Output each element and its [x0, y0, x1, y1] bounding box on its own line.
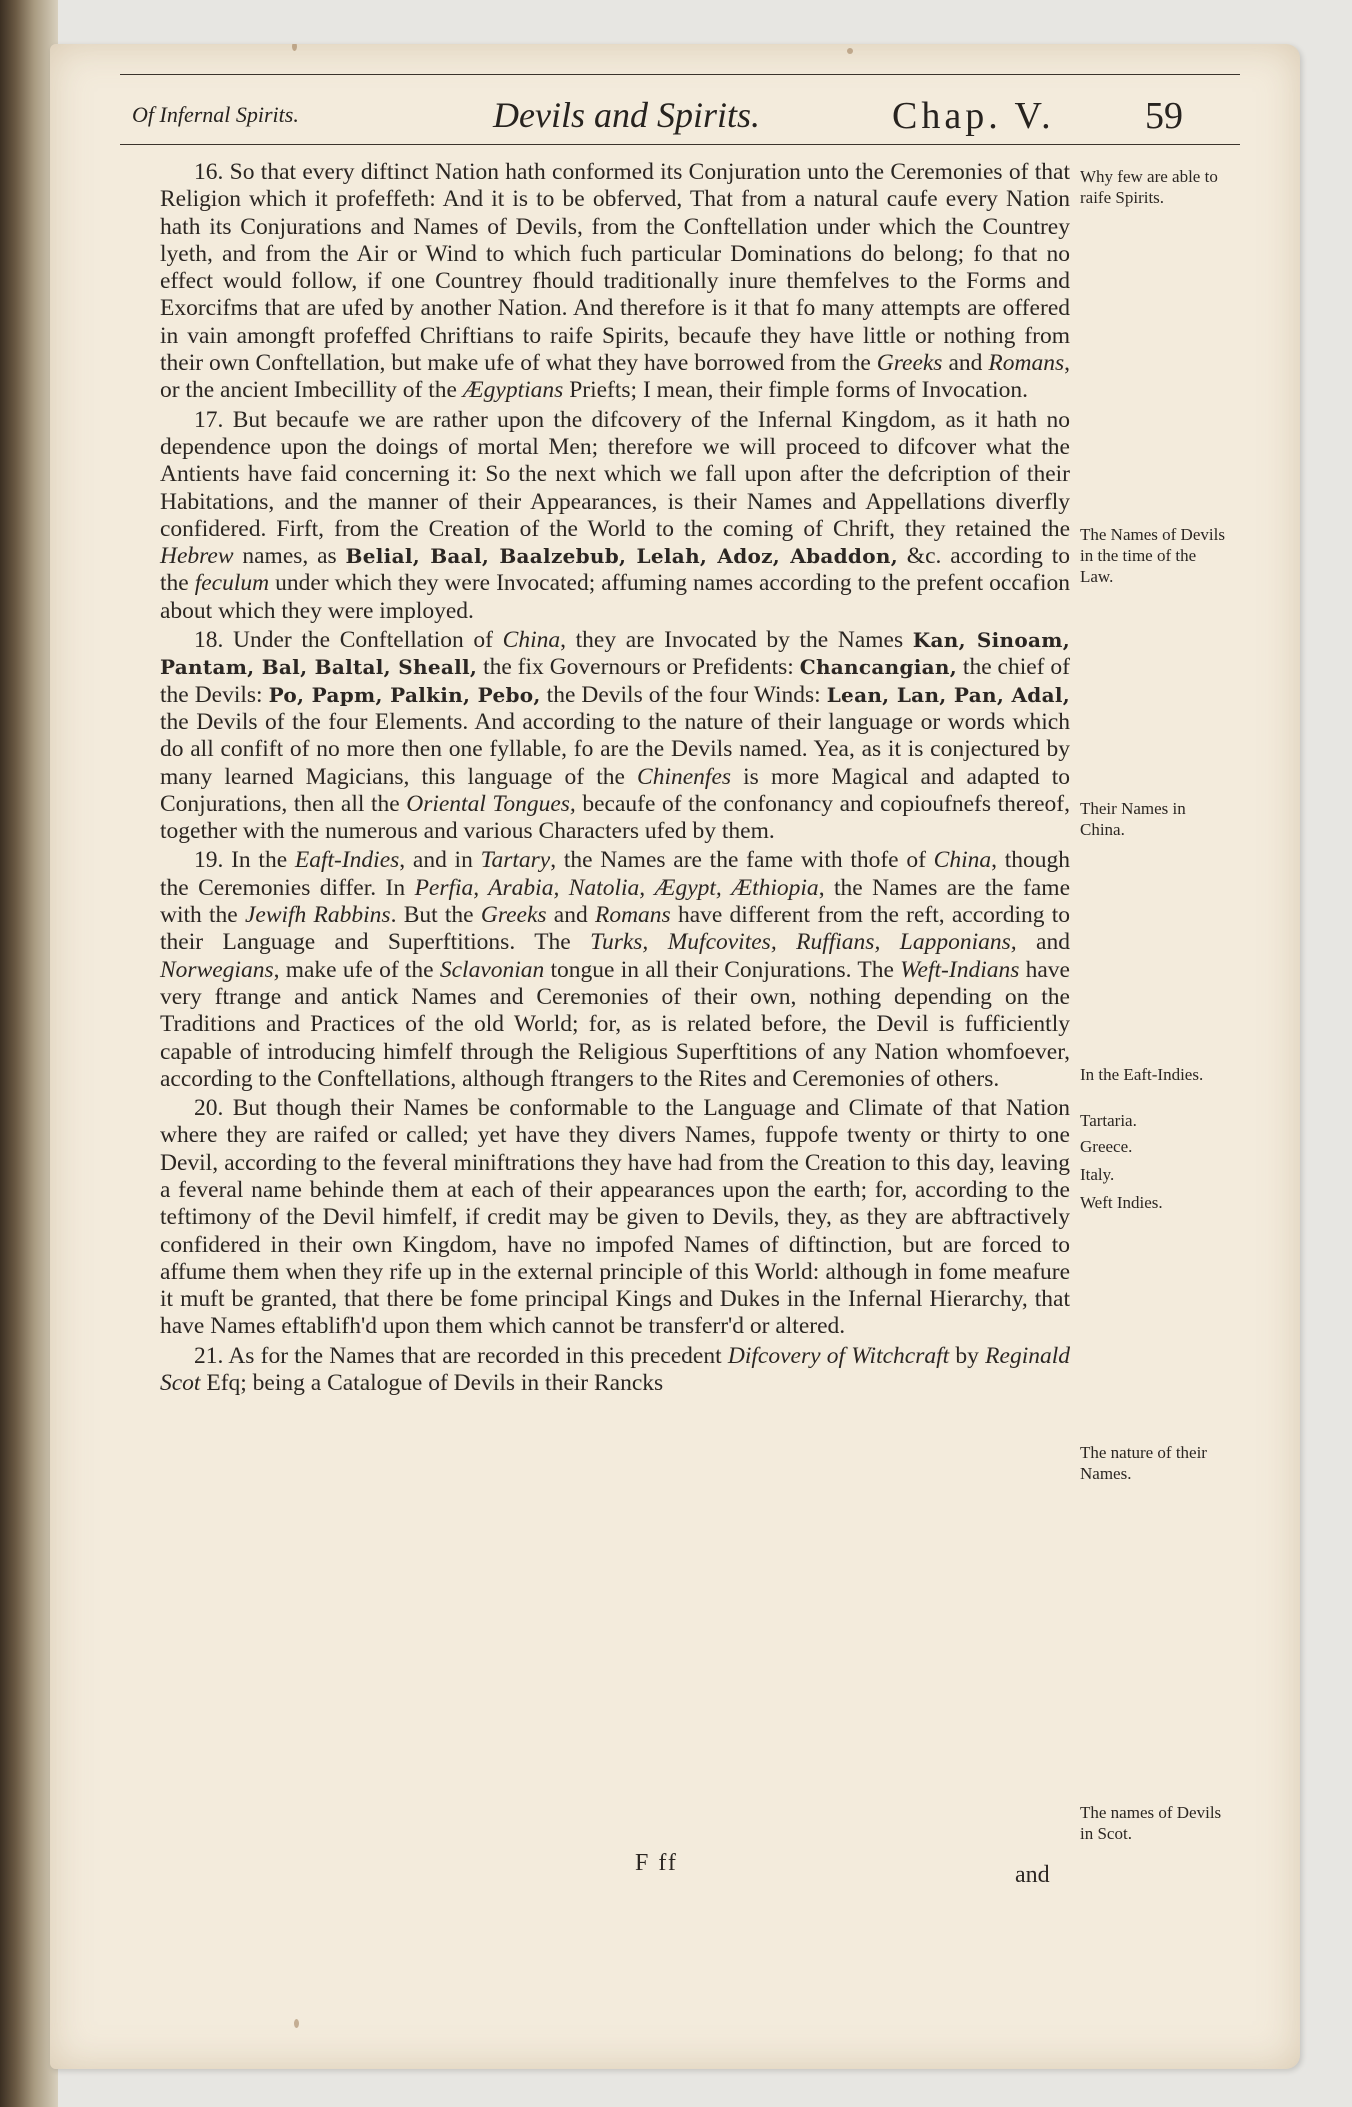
paper-stain [292, 44, 297, 51]
text-run: becaufe of the confonancy and copioufnefs thereof, together with the numerous and various Characters ufed by them. [160, 790, 1071, 845]
text-run: by [949, 1342, 986, 1369]
top-rule [120, 74, 1240, 75]
text-run: the chief of the Devils: [160, 654, 1070, 708]
blackletter-devil-names: Kan, Sinoam, Pantam, Bal, Baltal, Sheall, [160, 628, 1070, 680]
italic-text: Chinenfes [637, 763, 732, 790]
margin-note-names-in-scot: The names of Devils in Scot. [1080, 1803, 1222, 1843]
margin-note-italy: Italy. [1080, 1165, 1115, 1184]
chapter-number: Chap. V. [892, 95, 1055, 137]
text-run: , the Names are the fame with thofe of [550, 847, 934, 874]
italic-text: China [502, 627, 561, 654]
margin-note-nature-of-names: The nature of their Names. [1080, 1443, 1207, 1483]
margin-note-greece: Greece. [1080, 1137, 1133, 1156]
italic-text: Turks, Mufcovites, Ruffians, Lapponians, [590, 929, 1017, 956]
margin-note-west-indies: Weft Indies. [1080, 1193, 1163, 1212]
italic-text: feculum [194, 570, 270, 597]
italic-text: Tartary [480, 847, 551, 874]
text-run: is more Magical and adapted to Conjurations, then all the [160, 763, 1070, 817]
text-run: , though the Ceremonies differ. In [160, 847, 1071, 901]
body-text [160, 159, 1070, 1399]
running-head-title: Devils and Spirits. [493, 95, 760, 135]
italic-text: Hebrew [160, 543, 234, 570]
text-run: and [1016, 929, 1070, 956]
text-run: &c. according to the [160, 543, 1070, 597]
paragraph-20 [160, 1095, 1070, 1341]
signature-mark: F ff [635, 1850, 678, 1876]
italic-text: Ægyptians [462, 377, 564, 404]
text-run: the fix Governours or Prefidents: [477, 654, 800, 681]
text-run: 21. As for the Names that are recorded in this precedent [194, 1342, 728, 1369]
margin-note-names-in-china: Their Names in China. [1080, 799, 1186, 839]
text-run: . But the [390, 902, 481, 929]
paragraph-21 [160, 1343, 1070, 1398]
text-run: , or the ancient Imbecillity of the [160, 350, 1070, 404]
italic-text: Romans [988, 350, 1065, 377]
text-run: names, as [233, 543, 346, 570]
text-run: the Devils of the four Winds: [540, 681, 827, 708]
text-run: have very ftrange and antick Names and Ceremonies of their own, nothing depending on the Traditions and Practices of the old World; for, as is related before, the Devil is fufficiently capable of introducing himfelf through the Religious Superftitions of any Nation whomfoever, according to the Conftellations, although ftrangers to the Rites and Ceremonies of others. [160, 956, 1070, 1092]
italic-text: Perfia, Arabia, Natolia, Ægypt, Æthiopia [414, 874, 819, 901]
italic-text: Greeks [876, 350, 943, 377]
page-number: 59 [1145, 95, 1183, 137]
paper-stain [847, 48, 853, 54]
paragraph-16 [160, 159, 1070, 405]
catchword: and [1015, 1862, 1050, 1888]
text-run: 20. But though their Names be conformable to the Language and Climate of that Nation where they are raifed or called; yet have they divers Names, fuppofe twenty or thirty to one Devil, according to the feveral miniftrations they have had from the Creation to this day, leaving a feveral name behinde them at each of their appearances upon the earth; for, according to the teftimony of the Devil himfelf, if credit may be given to Devils, they, as they are abftractively confidered in their own Kingdom, have no impofed Names of diftinction, but are forced to affume them when they rife up in the external principle of this World: although in fome meafure it muft be granted, that there be fome principal Kings and Dukes in the Infernal Hierarchy, that have Names eftablifh'd upon them which cannot be transferr'd or altered. [160, 1095, 1070, 1340]
italic-text: Romans [594, 902, 671, 929]
margin-note-names-time-of-law: The Names of Devils in the time of the Law. [1080, 525, 1225, 586]
running-head-left: Of Infernal Spirits. [132, 102, 299, 127]
text-run: , and in [399, 847, 481, 874]
text-run: Priefts; I mean, their fimple forms of Invocation. [563, 377, 1028, 404]
margin-note-east-indies: In the Eaft-Indies. [1080, 1065, 1204, 1084]
italic-text: China [933, 847, 992, 874]
book-page [50, 44, 1300, 2069]
margin-note-few-raise-spirits: Why few are able to raife Spirits. [1080, 167, 1218, 207]
text-run: 16. So that every diftinct Nation hath conformed its Conjuration unto the Ceremonies of that Religion which it profeffeth: And it is to be obferved, That from a natural caufe every Nation hath its Conjurations and Names of Devils, from the Conftellation under which the Countrey lyeth, and from the Air or Wind to which fuch particular Dominations do belong; fo that no effect would follow, if one Countrey fhould traditionally inure themfelves to the Forms and Exorcifms that are ufed by another Nation. And therefore is it that fo many attempts are offered in vain amongft profeffed Chriftians to raife Spirits, becaufe they have little or nothing from their own Conftellation, but make ufe of what they have borrowed from the [160, 159, 1070, 377]
text-run: and [546, 902, 595, 929]
text-run: , make ufe of the [273, 956, 440, 983]
blackletter-devil-names: Po, Papm, Palkin, Pebo, [268, 682, 541, 707]
italic-text: Sclavonian [439, 956, 545, 983]
text-run: , the Names are the fame with the [160, 874, 1070, 929]
italic-text: Eaft-Indies [294, 847, 400, 874]
italic-text: Oriental Tongues, [406, 790, 576, 817]
italic-text: Jewifh Rabbins [244, 902, 391, 929]
text-run: , they are Invocated by the Names [560, 627, 913, 654]
text-run: 17. But becaufe we are rather upon the difcovery of the Infernal Kingdom, as it hath no dependence upon the doings of mortal Men; therefore we will proceed to difcover what the Antients have faid concerning it: So the next which we fall upon after the defcription of their Habitations, and the manner of their Appearances, is their Names and Appellations diverfly confidered. Firft, from the Creation of the World to the coming of Chrift, they retained the [160, 406, 1070, 542]
text-run: have different from the reft, according to their Language and Superftitions. The [160, 902, 1071, 956]
blackletter-devil-names: Lean, Lan, Pan, Adal, [826, 682, 1071, 707]
text-run: the Devils of the four Elements. And according to the nature of their language or words which do all confift of no more then one fyllable, fo are the Devils named. Yea, as it is conjectured by many learned Magicians, this language of the [160, 708, 1070, 790]
paragraph-18 [160, 627, 1070, 845]
blackletter-devil-names: Belial, Baal, Baalzebub, Lelah, Adoz, Abaddon, [345, 544, 898, 569]
margin-note-tartaria: Tartaria. [1080, 1111, 1137, 1130]
paper-stain [294, 2019, 299, 2028]
italic-text: Reginald Scot [160, 1342, 1071, 1397]
blackletter-devil-names: Chancangian, [799, 655, 958, 680]
italic-text: Difcovery of Witchcraft [727, 1342, 950, 1369]
italic-text: Norwegians [160, 956, 274, 983]
text-run: tongue in all their Conjurations. The [544, 956, 901, 983]
italic-text: Greeks [480, 902, 547, 929]
text-run: under which they were Invocated; affuming names according to the prefent occafion about which they were imployed. [160, 570, 1070, 624]
text-run: and [942, 350, 989, 377]
paragraph-17 [160, 407, 1070, 625]
paragraph-19 [160, 847, 1070, 1093]
text-run: 19. In the [194, 847, 295, 874]
text-run: Efq; being a Catalogue of Devils in their Rancks [200, 1370, 664, 1397]
italic-text: Weft-Indians [900, 956, 1020, 983]
text-run: 18. Under the Conftellation of [194, 627, 503, 654]
header-rule [120, 144, 1240, 145]
